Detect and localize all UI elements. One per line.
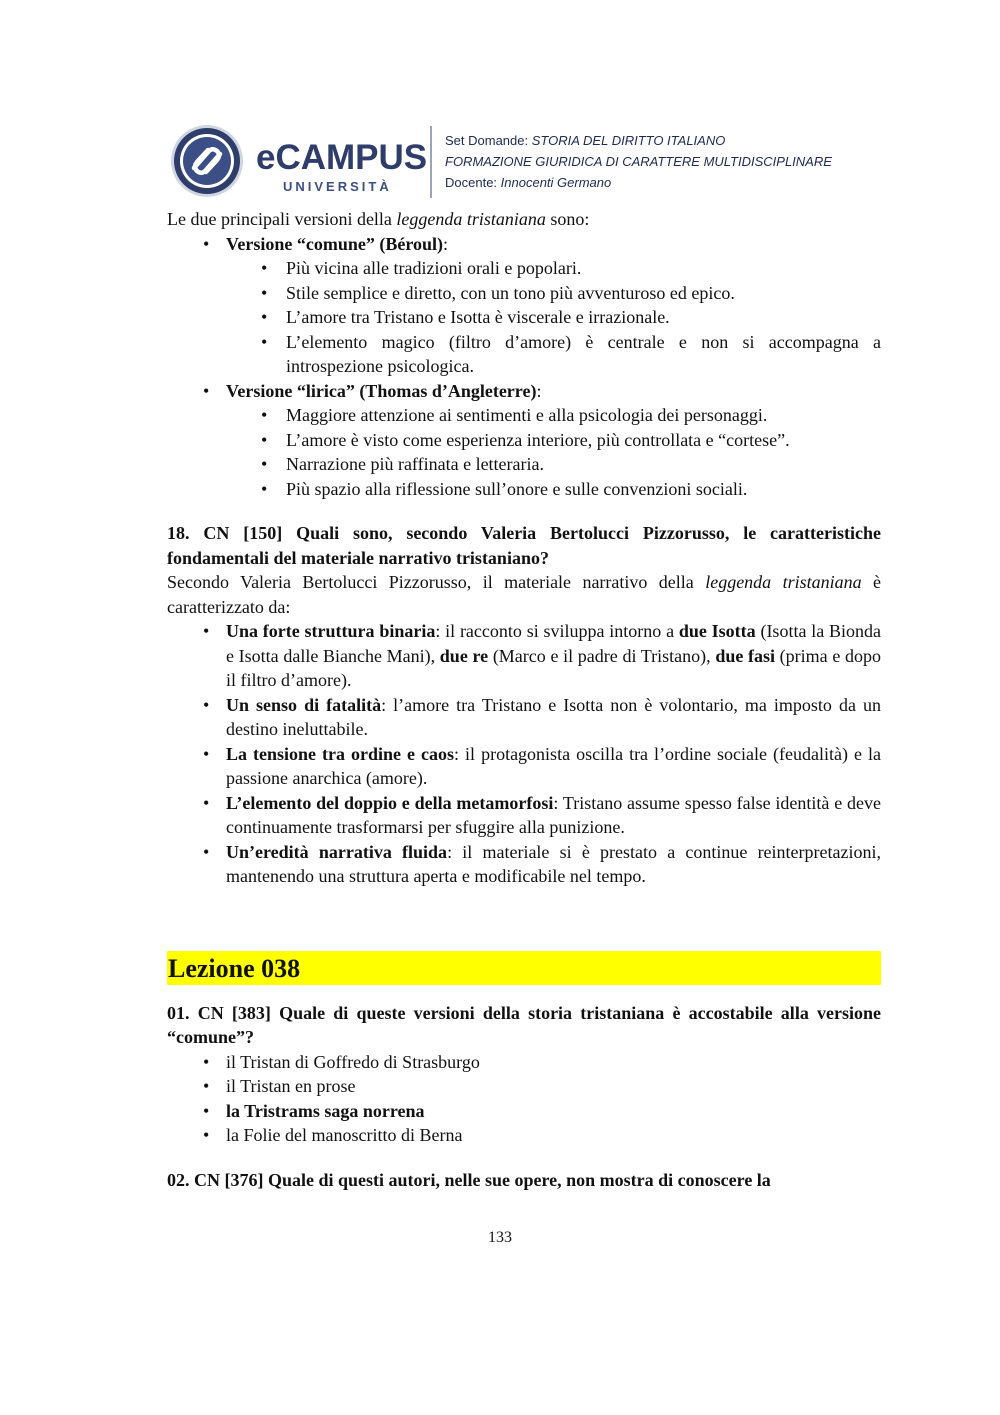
- ecampus-seal-logo: [170, 124, 244, 198]
- page-header: [168, 124, 888, 200]
- version-lirica: • Versione “lirica” (Thomas d’Angleterre):: [167, 379, 881, 404]
- version-comune: • Versione “comune” (Béroul):: [167, 232, 881, 257]
- list-item: • Narrazione più raffinata e letteraria.: [167, 452, 881, 477]
- answer-18-list: [167, 619, 881, 889]
- header-course-info: [445, 130, 832, 193]
- universita-label: UNIVERSITÀ: [283, 179, 392, 194]
- list-item: • Un’eredità narrativa fluida: il materiale si è prestato a continue reinterpretazioni, mantenendo una struttura aperta e modificabile nel tempo.: [167, 840, 881, 889]
- option-item: • la Folie del manoscritto di Berna: [167, 1123, 881, 1148]
- list-item: • L’elemento magico (filtro d’amore) è centrale e non si accompagna a introspezione psicologica.: [167, 330, 881, 379]
- question-02: 02. CN [376] Quale di questi autori, nelle sue opere, non mostra di conoscere la: [167, 1169, 771, 1190]
- list-item: • Più vicina alle tradizioni orali e popolari.: [167, 256, 881, 281]
- question-01-options: [167, 1050, 881, 1148]
- list-item: • L’elemento del doppio e della metamorfosi: Tristano assume spesso false identità e deve continuamente trasformarsi per sfuggire alla punizione.: [167, 791, 881, 840]
- option-item: • il Tristan di Goffredo di Strasburgo: [167, 1050, 881, 1075]
- ecampus-wordmark: eCAMPUS: [256, 138, 428, 177]
- page-content: [167, 207, 881, 1192]
- header-line-set-domande: Set Domande: STORIA DEL DIRITTO ITALIANO: [445, 133, 726, 148]
- version-comune-items: [167, 256, 881, 379]
- list-item: • Maggiore attenzione ai sentimenti e alla psicologia dei personaggi.: [167, 403, 881, 428]
- page-number: 133: [488, 1229, 512, 1246]
- option-item: • il Tristan en prose: [167, 1074, 881, 1099]
- versions-list: [167, 232, 881, 257]
- version-lirica-items: [167, 403, 881, 501]
- list-item: • La tensione tra ordine e caos: il protagonista oscilla tra l’ordine sociale (feudalità) e la passione anarchica (amore).: [167, 742, 881, 791]
- list-item: • L’amore tra Tristano e Isotta è viscerale e irrazionale.: [167, 305, 881, 330]
- lesson-heading: Lezione 038: [167, 951, 881, 985]
- list-item: • Stile semplice e diretto, con un tono più avventuroso ed epico.: [167, 281, 881, 306]
- list-item: • Una forte struttura binaria: il racconto si sviluppa intorno a due Isotta (Isotta la Bionda e Isotta dalle Bianche Mani), due re (Marco e il padre di Tristano), due fasi (prima e dopo il filtro d’amore).: [167, 619, 881, 693]
- header-divider: [430, 126, 432, 198]
- versions-list-2: [167, 379, 881, 404]
- question-18: 18. CN [150] Quali sono, secondo Valeria Bertolucci Pizzorusso, le caratteristiche fondamentali del materiale narrativo tristaniano?: [167, 523, 881, 568]
- intro-paragraph: Le due principali versioni della leggenda tristaniana sono:: [167, 209, 590, 229]
- list-item: • L’amore è visto come esperienza interiore, più controllata e “cortese”.: [167, 428, 881, 453]
- header-line-formazione: FORMAZIONE GIURIDICA DI CARATTERE MULTIDISCIPLINARE: [445, 154, 832, 169]
- list-item: • Più spazio alla riflessione sull’onore e sulle convenzioni sociali.: [167, 477, 881, 502]
- header-line-docente: Docente: Innocenti Germano: [445, 175, 612, 190]
- question-01: 01. CN [383] Quale di queste versioni della storia tristaniana è accostabile alla versione “comune”?: [167, 1002, 881, 1047]
- list-item: • Un senso di fatalità: l’amore tra Tristano e Isotta non è volontario, ma imposto da un destino ineluttabile.: [167, 693, 881, 742]
- answer-18: Secondo Valeria Bertolucci Pizzorusso, il materiale narrativo della leggenda tristaniana è caratterizzato da:: [167, 572, 881, 617]
- option-item-correct: • la Tristrams saga norrena: [167, 1099, 881, 1124]
